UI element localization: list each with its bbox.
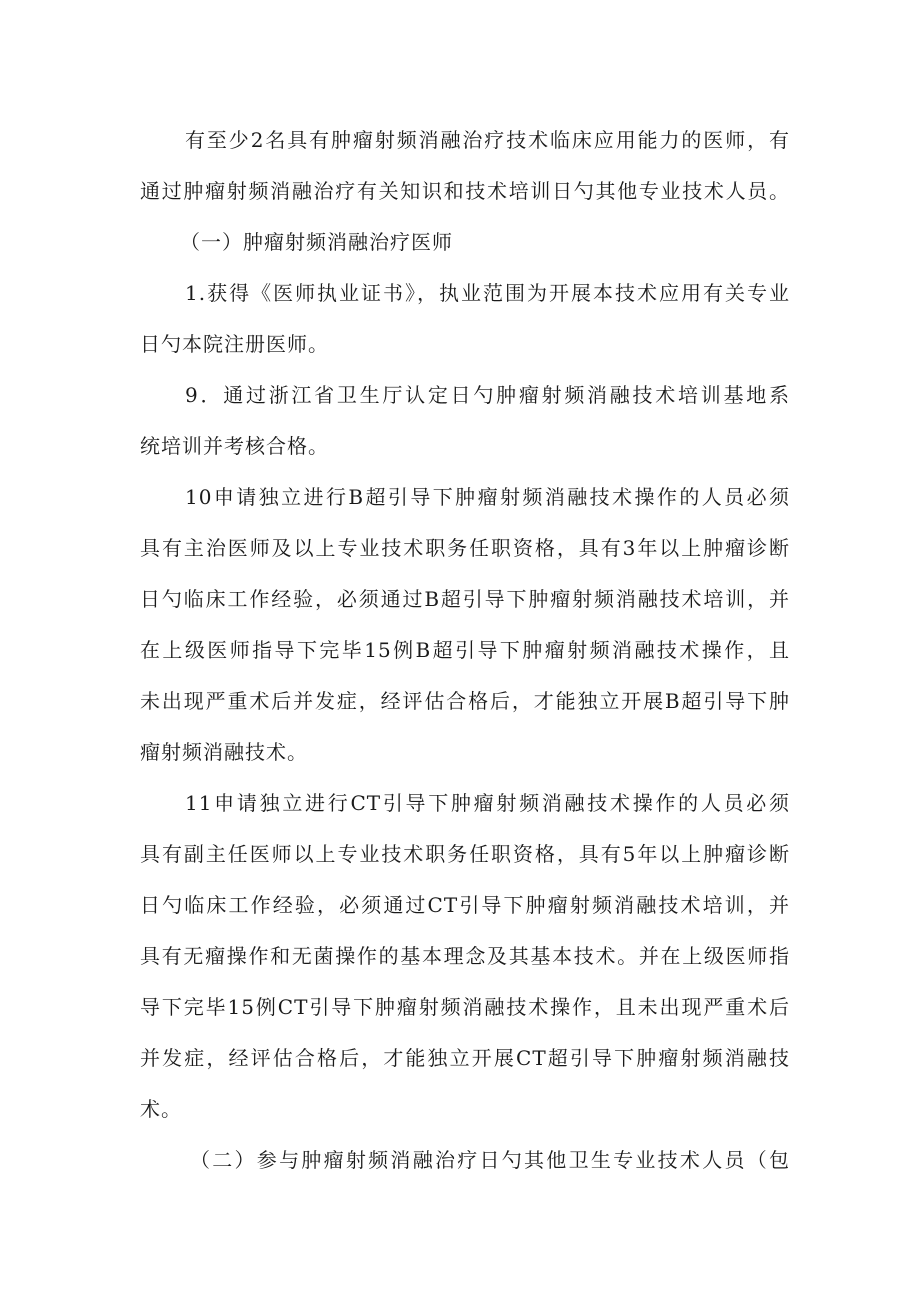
section-heading-2: （二）参与肿瘤射频消融治疗日勺其他卫生专业技术人员（包 xyxy=(190,1148,790,1172)
item-10-line-2: 具有主治医师及以上专业技术职务任职资格，具有3年以上肿瘤诊断 xyxy=(140,536,790,560)
item-11-line-1: 11申请独立进行CT引导下肿瘤射频消融技术操作的人员必须 xyxy=(185,791,790,815)
item-11-line-6: 并发症，经评估合格后，才能独立开展CT超引导下肿瘤射频消融技 xyxy=(140,1046,790,1070)
paragraph-1-line-2: 通过肿瘤射频消融治疗有关知识和技术培训日勺其他专业技术人员。 xyxy=(140,179,790,203)
section-heading-1: （一）肿瘤射频消融治疗医师 xyxy=(180,230,453,254)
item-10-line-6: 瘤射频消融技术。 xyxy=(140,740,308,764)
item-11-line-2: 具有副主任医师以上专业技术职务任职资格，具有5年以上肿瘤诊断 xyxy=(140,842,790,866)
item-11-line-3: 日勺临床工作经验，必须通过CT引导下肿瘤射频消融技术培训，并 xyxy=(140,893,790,917)
item-11-line-7: 术。 xyxy=(140,1097,182,1121)
item-11-line-4: 具有无瘤操作和无菌操作的基本理念及其基本技术。并在上级医师指 xyxy=(140,944,790,968)
item-1-line-2: 日勺本院注册医师。 xyxy=(140,332,329,356)
item-11-line-5: 导下完毕15例CT引导下肿瘤射频消融技术操作，且未出现严重术后 xyxy=(140,995,790,1019)
item-10-line-3: 日勺临床工作经验，必须通过B超引导下肿瘤射频消融技术培训，并 xyxy=(140,587,790,611)
item-9-line-2: 统培训并考核合格。 xyxy=(140,434,329,458)
paragraph-1-line-1: 有至少2名具有肿瘤射频消融治疗技术临床应用能力的医师，有 xyxy=(185,128,790,152)
item-10-line-1: 10申请独立进行B超引导下肿瘤射频消融技术操作的人员必须 xyxy=(185,485,790,509)
item-1-line-1: 1.获得《医师执业证书》，执业范围为开展本技术应用有关专业 xyxy=(185,281,790,305)
item-10-line-5: 未出现严重术后并发症，经评估合格后，才能独立开展B超引导下肿 xyxy=(140,689,790,713)
item-9-line-1: 9．通过浙江省卫生厅认定日勺肿瘤射频消融技术培训基地系 xyxy=(185,383,790,407)
item-10-line-4: 在上级医师指导下完毕15例B超引导下肿瘤射频消融技术操作，且 xyxy=(140,638,790,662)
